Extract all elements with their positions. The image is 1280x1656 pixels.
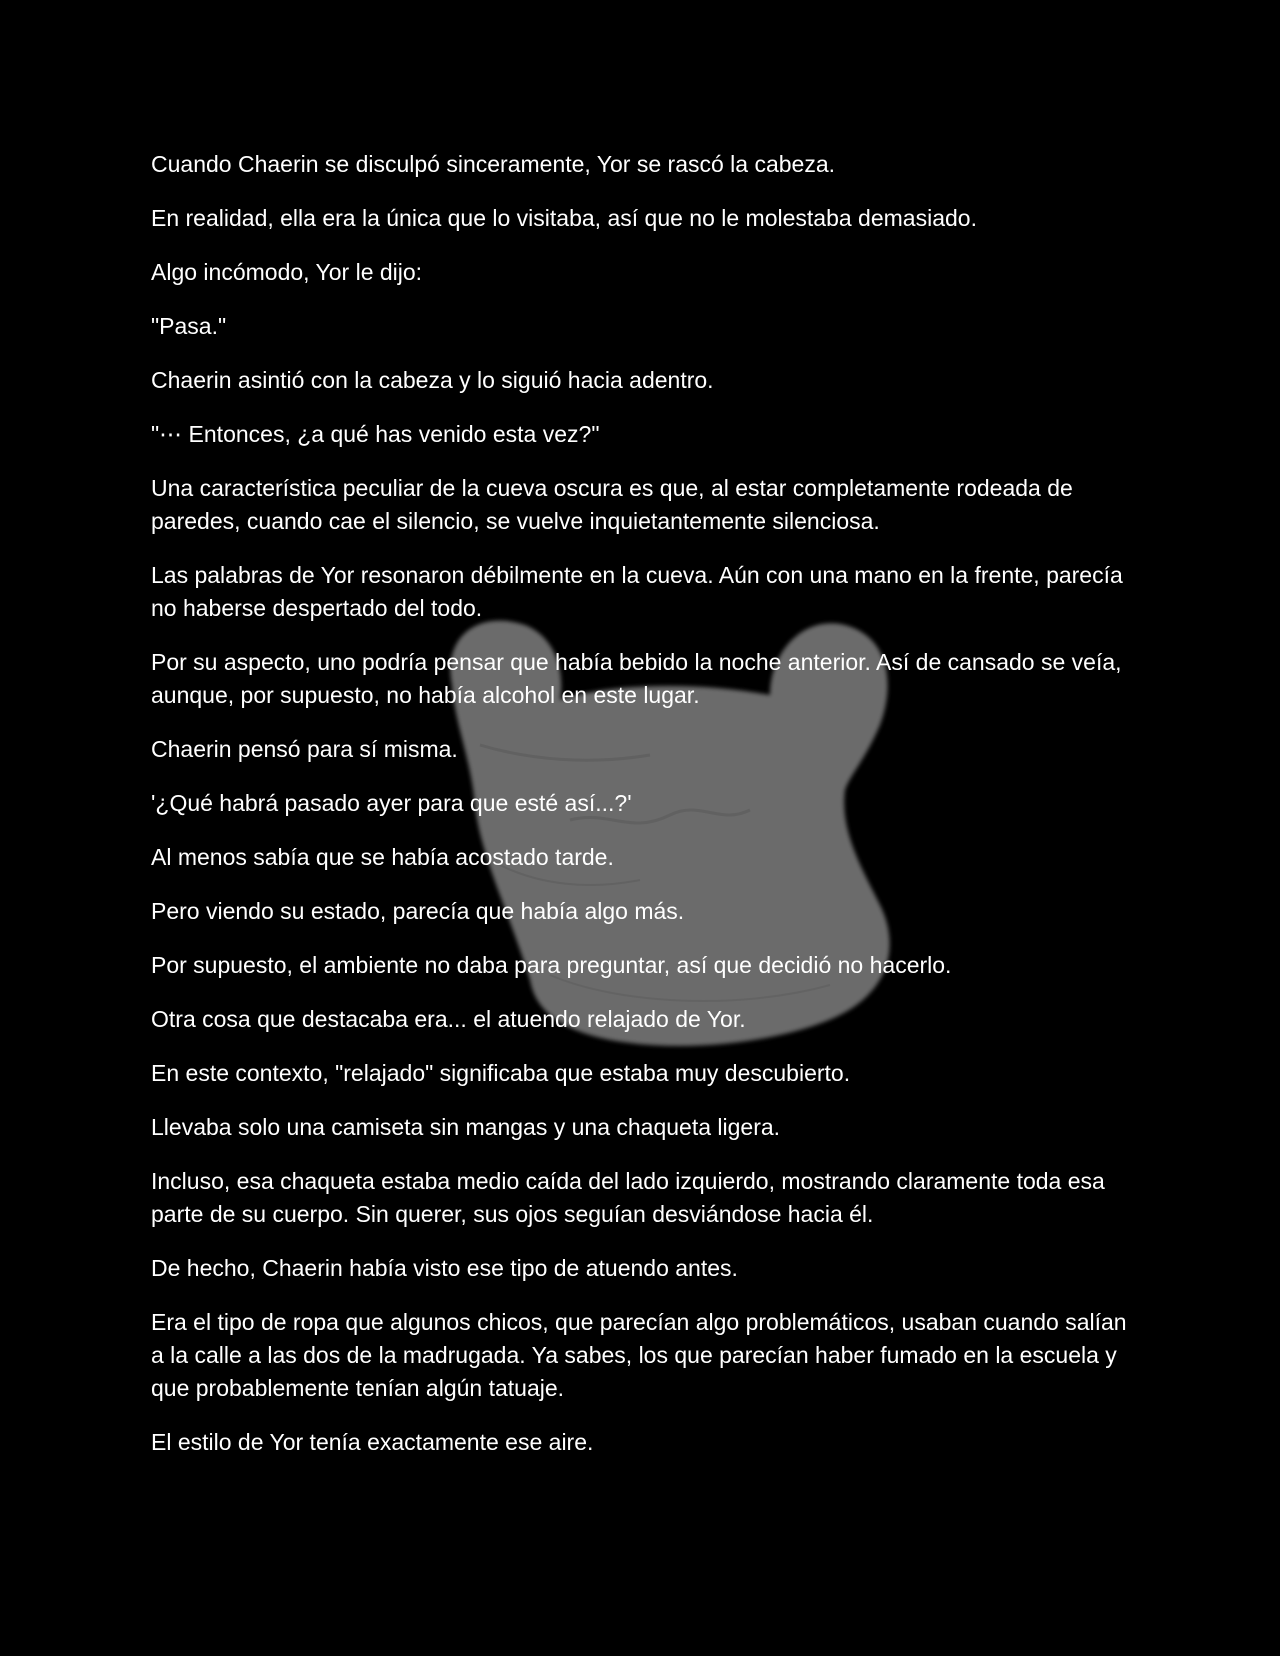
paragraph: Una característica peculiar de la cueva oscura es que, al estar completamente rodeada de paredes, cuando cae el silencio, se vuelve inquietantemente silenciosa. bbox=[151, 475, 1073, 534]
paragraph: De hecho, Chaerin había visto ese tipo de atuendo antes. bbox=[151, 1255, 738, 1281]
paragraph: El estilo de Yor tenía exactamente ese aire. bbox=[151, 1429, 594, 1455]
paragraph: "⋯ Entonces, ¿a qué has venido esta vez?" bbox=[151, 421, 600, 447]
paragraph: Las palabras de Yor resonaron débilmente en la cueva. Aún con una mano en la frente, parecía no haberse despertado del todo. bbox=[151, 562, 1123, 621]
paragraph: Por su aspecto, uno podría pensar que había bebido la noche anterior. Así de cansado se veía, aunque, por supuesto, no había alcohol en este lugar. bbox=[151, 649, 1122, 708]
paragraph: Otra cosa que destacaba era... el atuendo relajado de Yor. bbox=[151, 1006, 746, 1032]
paragraph: Al menos sabía que se había acostado tarde. bbox=[151, 844, 614, 870]
paragraph: Incluso, esa chaqueta estaba medio caída del lado izquierdo, mostrando claramente toda esa parte de su cuerpo. Sin querer, sus ojos seguían desviándose hacia él. bbox=[151, 1168, 1105, 1227]
paragraph: Llevaba solo una camiseta sin mangas y una chaqueta ligera. bbox=[151, 1114, 781, 1140]
document-body bbox=[151, 148, 1131, 1480]
paragraph: '¿Qué habrá pasado ayer para que esté así...?' bbox=[151, 790, 632, 816]
paragraph: En realidad, ella era la única que lo visitaba, así que no le molestaba demasiado. bbox=[151, 205, 977, 231]
paragraph: Pero viendo su estado, parecía que había algo más. bbox=[151, 898, 685, 924]
paragraph: "Pasa." bbox=[151, 313, 227, 339]
paragraph: Cuando Chaerin se disculpó sinceramente, Yor se rascó la cabeza. bbox=[151, 151, 836, 177]
paragraph: En este contexto, "relajado" significaba que estaba muy descubierto. bbox=[151, 1060, 851, 1086]
paragraph: Chaerin asintió con la cabeza y lo siguió hacia adentro. bbox=[151, 367, 714, 393]
paragraph: Por supuesto, el ambiente no daba para preguntar, así que decidió no hacerlo. bbox=[151, 952, 952, 978]
paragraph: Algo incómodo, Yor le dijo: bbox=[151, 259, 423, 285]
paragraph: Chaerin pensó para sí misma. bbox=[151, 736, 458, 762]
paragraph: Era el tipo de ropa que algunos chicos, que parecían algo problemáticos, usaban cuando salían a la calle a las dos de la madrugada. Ya sabes, los que parecían haber fumado en la escuela y que probablemente tenían algún tatuaje. bbox=[151, 1309, 1127, 1401]
